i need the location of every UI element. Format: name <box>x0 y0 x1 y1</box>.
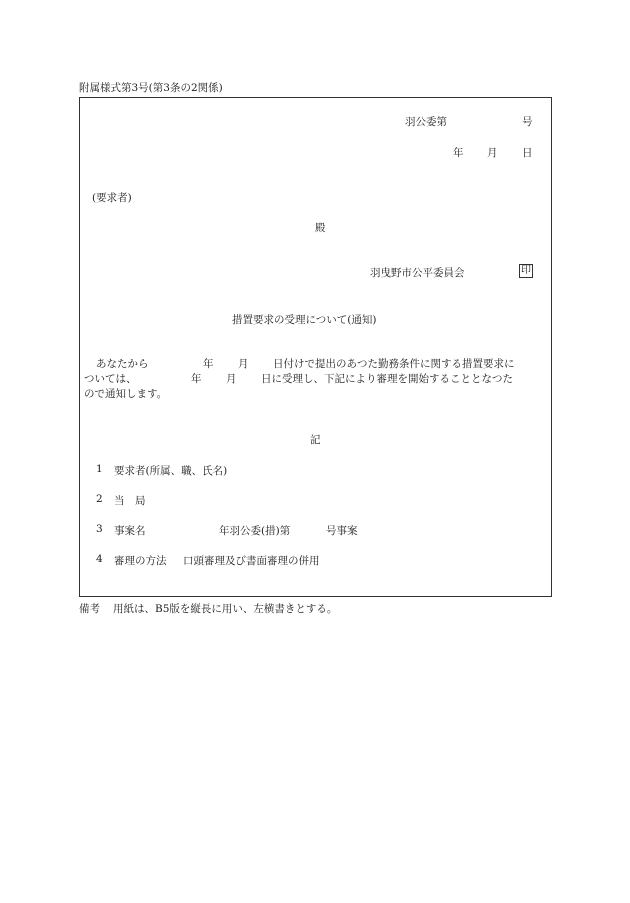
honorific: 殿 <box>315 222 326 234</box>
reference-prefix: 羽公委第 <box>405 116 447 128</box>
remarks-text: 用紙は、B5版を縦長に用い、左横書きとする。 <box>113 603 338 615</box>
body-line-1-d: 日付けで提出のあつた勤務条件に関する措置要求に <box>273 358 515 370</box>
item-1-number: 1 <box>96 463 103 475</box>
item-4-label: 審理の方法 <box>114 555 167 567</box>
item-1-label: 要求者(所属、職、氏名) <box>114 465 228 477</box>
date-month: 月 <box>487 147 498 159</box>
recipient-label: (要求者) <box>92 192 132 204</box>
ki-heading: 記 <box>310 434 321 446</box>
item-3-case-middle: 年羽公委(措)第 <box>219 525 291 537</box>
body-line-2-a: ついては、 <box>84 373 137 385</box>
body-line-2-b: 年 <box>191 373 202 385</box>
date-year: 年 <box>453 147 464 159</box>
body-line-2-d: 日に受理し、下記により審理を開始することとなつた <box>261 373 513 385</box>
body-line-3: ので通知します。 <box>84 388 168 400</box>
form-frame <box>79 97 552 597</box>
item-2-label: 当 局 <box>114 495 146 507</box>
seal-icon: 印 <box>521 265 531 276</box>
item-4-value: 口頭審理及び書面審理の併用 <box>183 555 320 567</box>
remarks-label: 備考 <box>79 603 100 615</box>
item-4-number: 4 <box>96 553 103 565</box>
body-line-1-b: 年 <box>203 358 214 370</box>
item-3-case-end: 号事案 <box>326 525 358 537</box>
body-line-1-a: あなたから <box>96 358 149 370</box>
body-line-2-c: 月 <box>226 373 237 385</box>
form-number: 附属様式第3号(第3条の2関係) <box>79 82 223 94</box>
body-line-1-c: 月 <box>238 358 249 370</box>
seal-mark <box>519 264 533 278</box>
sender-name: 羽曳野市公平委員会 <box>370 267 465 279</box>
reference-suffix: 号 <box>522 116 533 128</box>
item-3-label: 事案名 <box>114 525 146 537</box>
item-2-number: 2 <box>96 493 103 505</box>
document-title: 措置要求の受理について(通知) <box>232 314 377 326</box>
date-day: 日 <box>522 147 533 159</box>
item-3-number: 3 <box>96 523 103 535</box>
